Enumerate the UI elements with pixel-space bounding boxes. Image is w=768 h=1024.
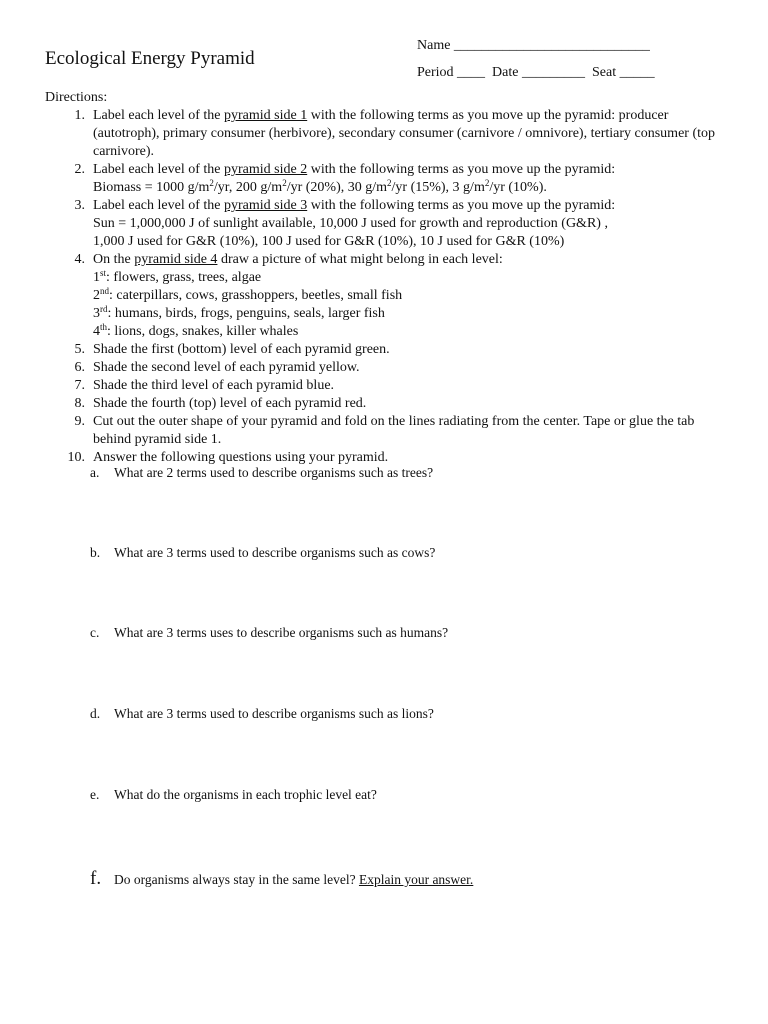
level-examples: : caterpillars, cows, grasshoppers, beetles, small fish [109,288,403,303]
question-b [90,545,435,561]
biomass-text: Biomass = 1000 g/m [93,180,210,195]
directions-heading: Directions: [45,90,108,105]
level-examples: : humans, birds, frogs, penguins, seals, larger fish [107,306,385,321]
question-a [90,465,433,481]
question-label: f. [90,868,102,889]
pyramid-side-2-ref: pyramid side 2 [223,162,308,177]
item-text: On the [93,252,135,267]
item-number: 4. [74,252,85,267]
level-line-2 [93,287,735,305]
superscript: 2 [387,178,392,188]
biomass-text: /yr (10%). [489,180,547,195]
direction-item-4 [45,251,735,341]
direction-item-9 [45,413,735,449]
period-date-seat-line: Period ____ Date _________ Seat _____ [417,65,655,80]
item-number: 9. [74,414,85,429]
item-number: 5. [74,342,85,357]
level-number: 3 [93,306,100,321]
level-line-3 [93,305,735,323]
name-field-line: Name ____________________________ [417,38,650,53]
biomass-text: /yr, 200 g/m [213,180,283,195]
question-e [90,787,377,803]
superscript: 2 [282,178,287,188]
item-text: Shade the third level of each pyramid blue. [93,378,335,393]
item-text: Label each level of the [93,198,224,213]
item-number: 6. [74,360,85,375]
question-text: What are 3 terms used to describe organisms such as cows? [114,545,436,560]
direction-item-7 [45,377,735,395]
superscript: 2 [209,178,214,188]
direction-item-8 [45,395,735,413]
question-label: e. [90,787,100,802]
item-number: 10. [67,450,85,465]
question-text: What are 2 terms used to describe organisms such as trees? [114,465,434,480]
direction-item-6 [45,359,735,377]
ordinal-suffix: th [100,322,108,332]
biomass-text: /yr (20%), 30 g/m [286,180,388,195]
level-line-4 [93,323,735,341]
question-label: d. [90,706,101,721]
level-line-1 [93,269,735,287]
superscript: 2 [484,178,490,188]
pyramid-side-4-ref: pyramid side 4 [134,252,218,267]
question-text: What are 3 terms uses to describe organisms such as humans? [114,625,449,640]
biomass-line [93,179,735,197]
question-text: Do organisms always stay in the same level? [114,872,359,887]
item-text: Cut out the outer shape of your pyramid and fold on the lines radiating from the center. Tape or glue the tab behind pyramid side 1. [93,414,695,447]
explain-prompt: Explain your answer. [358,872,474,887]
directions-list [45,107,735,467]
item-text: Shade the first (bottom) level of each pyramid green. [93,342,390,357]
item-text: Label each level of the [93,162,224,177]
question-f [90,868,473,890]
pyramid-side-1-ref: pyramid side 1 [223,108,308,123]
biomass-text: /yr (15%), 3 g/m [391,180,485,195]
question-c [90,625,448,641]
item-number: 7. [74,378,85,393]
direction-item-3 [45,197,735,251]
direction-item-1 [45,107,735,161]
pyramid-side-3-ref: pyramid side 3 [223,198,308,213]
ordinal-suffix: nd [100,286,109,296]
ordinal-suffix: rd [100,304,108,314]
item-number: 8. [74,396,85,411]
energy-line: Sun = 1,000,000 J of sunlight available, 10,000 J used for growth and reproduction (G&R) , [93,216,608,231]
item-text: Label each level of the [93,108,224,123]
level-examples: : lions, dogs, snakes, killer whales [107,324,299,339]
level-number: 4 [93,324,100,339]
item-text: with the following terms as you move up the pyramid: [307,198,616,213]
item-text: with the following terms as you move up the pyramid: producer (autotroph), primary consumer (herbivore), secondary consumer (carnivore / omnivore), tertiary consumer (top carnivore). [93,108,715,159]
item-text: draw a picture of what might belong in each level: [217,252,503,267]
question-label: b. [90,545,101,560]
level-number: 1 [93,270,100,285]
item-text: Answer the following questions using your pyramid. [93,450,389,465]
question-d [90,706,434,722]
level-examples: : flowers, grass, trees, algae [106,270,262,285]
question-text: What are 3 terms used to describe organisms such as lions? [114,706,434,721]
question-label: c. [90,625,100,640]
question-label: a. [90,465,100,480]
page-title: Ecological Energy Pyramid [45,48,255,69]
item-number: 3. [74,198,85,213]
ordinal-suffix: st [100,268,107,278]
direction-item-5 [45,341,735,359]
item-text: Shade the second level of each pyramid yellow. [93,360,360,375]
question-text: What do the organisms in each trophic level eat? [114,787,377,802]
direction-item-2 [45,161,735,197]
item-text: Shade the fourth (top) level of each pyramid red. [93,396,367,411]
item-text: with the following terms as you move up the pyramid: [307,162,616,177]
item-number: 1. [74,108,85,123]
item-number: 2. [74,162,85,177]
energy-line: 1,000 J used for G&R (10%), 100 J used for G&R (10%), 10 J used for G&R (10%) [93,234,565,249]
level-number: 2 [93,288,100,303]
